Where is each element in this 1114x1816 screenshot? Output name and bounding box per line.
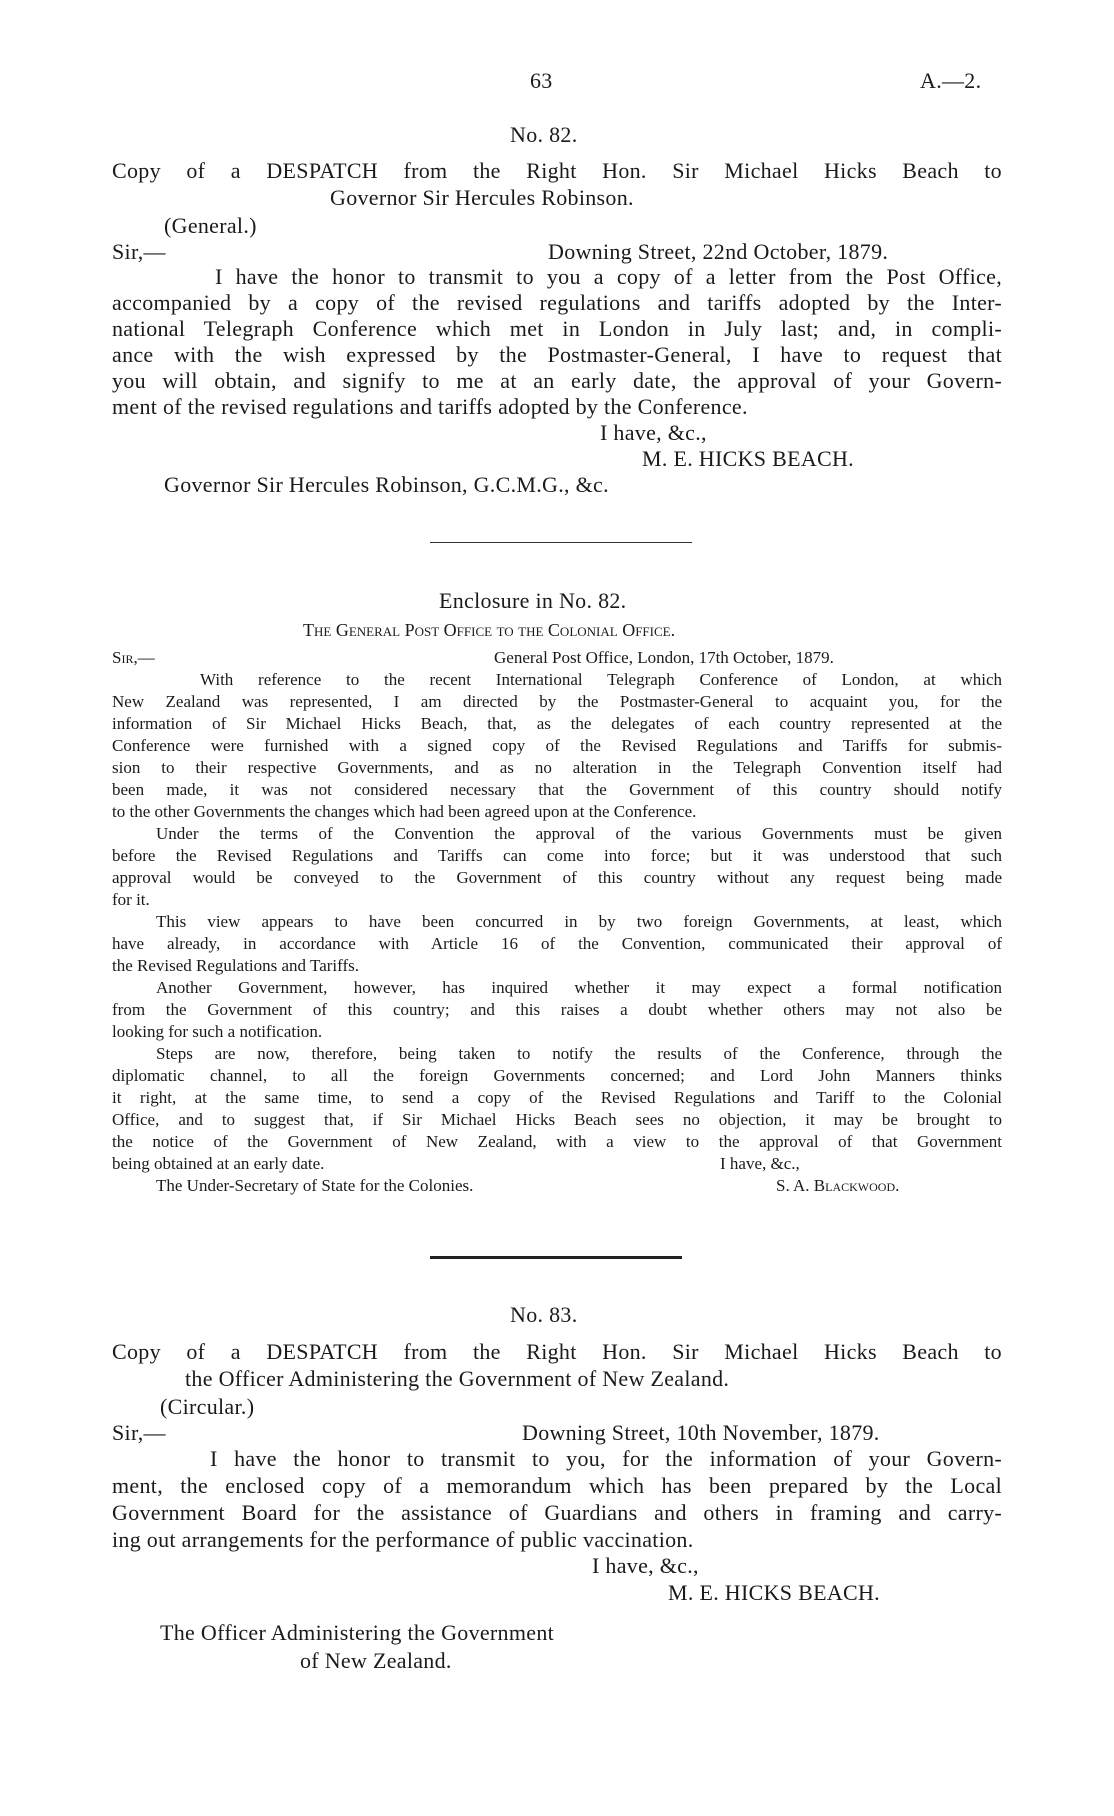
enclosure-82-line: to the other Governments the changes which had been agreed upon at the Conference. (112, 802, 697, 821)
despatch-82-signature: M. E. HICKS BEACH. (642, 446, 854, 471)
enclosure-82-line: approval would be conveyed to the Government of this country without any request being made (112, 868, 1002, 887)
enclosure-82-line: being obtained at an early date. (112, 1154, 325, 1173)
enclosure-82-line: Another Government, however, has inquired whether it may expect a formal notification (156, 978, 1002, 997)
section-divider (430, 1256, 682, 1259)
enclosure-82-signature: S. A. Blackwood. (776, 1176, 900, 1195)
enclosure-82-line: Office, and to suggest that, if Sir Michael Hicks Beach sees no objection, it may be brought to (112, 1110, 1002, 1129)
enclosure-82-salutation: Sir,— (112, 648, 155, 667)
despatch-82-closing: I have, &c., (600, 420, 707, 445)
enclosure-82-subheading: The General Post Office to the Colonial Office. (303, 620, 676, 640)
despatch-82-title-line2: Governor Sir Hercules Robinson. (330, 185, 634, 210)
despatch-82-classification: (General.) (164, 213, 257, 238)
enclosure-82-addressee: The Under-Secretary of State for the Colonies. (156, 1176, 474, 1195)
enclosure-82-line: looking for such a notification. (112, 1022, 323, 1041)
enclosure-82-place-date: General Post Office, London, 17th October, 1879. (494, 648, 834, 667)
despatch-83-title-line1: Copy of a DESPATCH from the Right Hon. Sir Michael Hicks Beach to (112, 1339, 1002, 1364)
despatch-82-title-line1: Copy of a DESPATCH from the Right Hon. Sir Michael Hicks Beach to (112, 158, 1002, 183)
enclosure-82-line: for it. (112, 890, 150, 909)
despatch-83-body-line: Government Board for the assistance of Guardians and others in framing and carry- (112, 1500, 1002, 1525)
despatch-82-body-line: ment of the revised regulations and tariffs adopted by the Conference. (112, 394, 748, 419)
despatch-82-addressee: Governor Sir Hercules Robinson, G.C.M.G., &c. (164, 472, 609, 497)
page-number: 63 (530, 68, 553, 93)
enclosure-82-line: Conference were furnished with a signed copy of the Revised Regulations and Tariffs for submis- (112, 736, 1002, 755)
enclosure-82-line: diplomatic channel, to all the foreign Governments concerned; and Lord John Manners thinks (112, 1066, 1002, 1085)
enclosure-82-line: Steps are now, therefore, being taken to notify the results of the Conference, through the (156, 1044, 1002, 1063)
enclosure-82-line: it right, at the same time, to send a copy of the Revised Regulations and Tariff to the Colonial (112, 1088, 1002, 1107)
enclosure-82-line: With reference to the recent International Telegraph Conference of London, at which (200, 670, 1002, 689)
enclosure-82-line: Under the terms of the Convention the approval of the various Governments must be given (156, 824, 1002, 843)
despatch-82-number: No. 82. (510, 122, 578, 147)
section-divider (430, 542, 692, 543)
despatch-83-signature: M. E. HICKS BEACH. (668, 1580, 880, 1605)
despatch-82-place-date: Downing Street, 22nd October, 1879. (548, 239, 889, 264)
enclosure-82-line: have already, in accordance with Article 16 of the Convention, communicated their approval of (112, 934, 1002, 953)
enclosure-82-line: This view appears to have been concurred in by two foreign Governments, at least, which (156, 912, 1002, 931)
despatch-82-salutation: Sir,— (112, 239, 166, 264)
enclosure-82-line: the Revised Regulations and Tariffs. (112, 956, 359, 975)
enclosure-82-heading: Enclosure in No. 82. (439, 588, 627, 613)
despatch-83-classification: (Circular.) (160, 1394, 255, 1419)
despatch-82-body-line: you will obtain, and signify to me at an early date, the approval of your Govern- (112, 368, 1002, 393)
despatch-82-body-line: national Telegraph Conference which met in London in July last; and, in compli- (112, 316, 1002, 341)
despatch-83-title-line2: the Officer Administering the Government of New Zealand. (185, 1366, 730, 1391)
despatch-82-body-line: I have the honor to transmit to you a copy of a letter from the Post Office, (215, 264, 1002, 289)
enclosure-82-line: information of Sir Michael Hicks Beach, that, as the delegates of each country represented at the (112, 714, 1002, 733)
despatch-83-closing: I have, &c., (592, 1553, 699, 1578)
enclosure-82-line: before the Revised Regulations and Tariffs can come into force; but it was understood that such (112, 846, 1002, 865)
despatch-83-number: No. 83. (510, 1302, 578, 1327)
despatch-83-addressee-line1: The Officer Administering the Government (160, 1620, 555, 1645)
despatch-83-salutation: Sir,— (112, 1420, 166, 1445)
despatch-83-body-line: I have the honor to transmit to you, for the information of your Govern- (210, 1446, 1002, 1471)
enclosure-82-line: the notice of the Government of New Zealand, with a view to the approval of that Government (112, 1132, 1002, 1151)
enclosure-82-closing: I have, &c., (720, 1154, 800, 1173)
despatch-83-body-line: ment, the enclosed copy of a memorandum which has been prepared by the Local (112, 1473, 1002, 1498)
enclosure-82-line: sion to their respective Governments, and as no alteration in the Telegraph Convention itself had (112, 758, 1002, 777)
despatch-83-place-date: Downing Street, 10th November, 1879. (522, 1420, 880, 1445)
enclosure-82-line: been made, it was not considered necessary that the Government of this country should notify (112, 780, 1002, 799)
enclosure-82-line: New Zealand was represented, I am directed by the Postmaster-General to acquaint you, for the (112, 692, 1002, 711)
despatch-83-addressee-line2: of New Zealand. (300, 1648, 452, 1673)
despatch-83-body-line: ing out arrangements for the performance of public vaccination. (112, 1527, 694, 1552)
despatch-82-body-line: ance with the wish expressed by the Postmaster-General, I have to request that (112, 342, 1002, 367)
enclosure-82-line: from the Government of this country; and this raises a doubt whether others may not also be (112, 1000, 1002, 1019)
document-reference: A.—2. (920, 68, 982, 93)
despatch-82-body-line: accompanied by a copy of the revised regulations and tariffs adopted by the Inter- (112, 290, 1002, 315)
